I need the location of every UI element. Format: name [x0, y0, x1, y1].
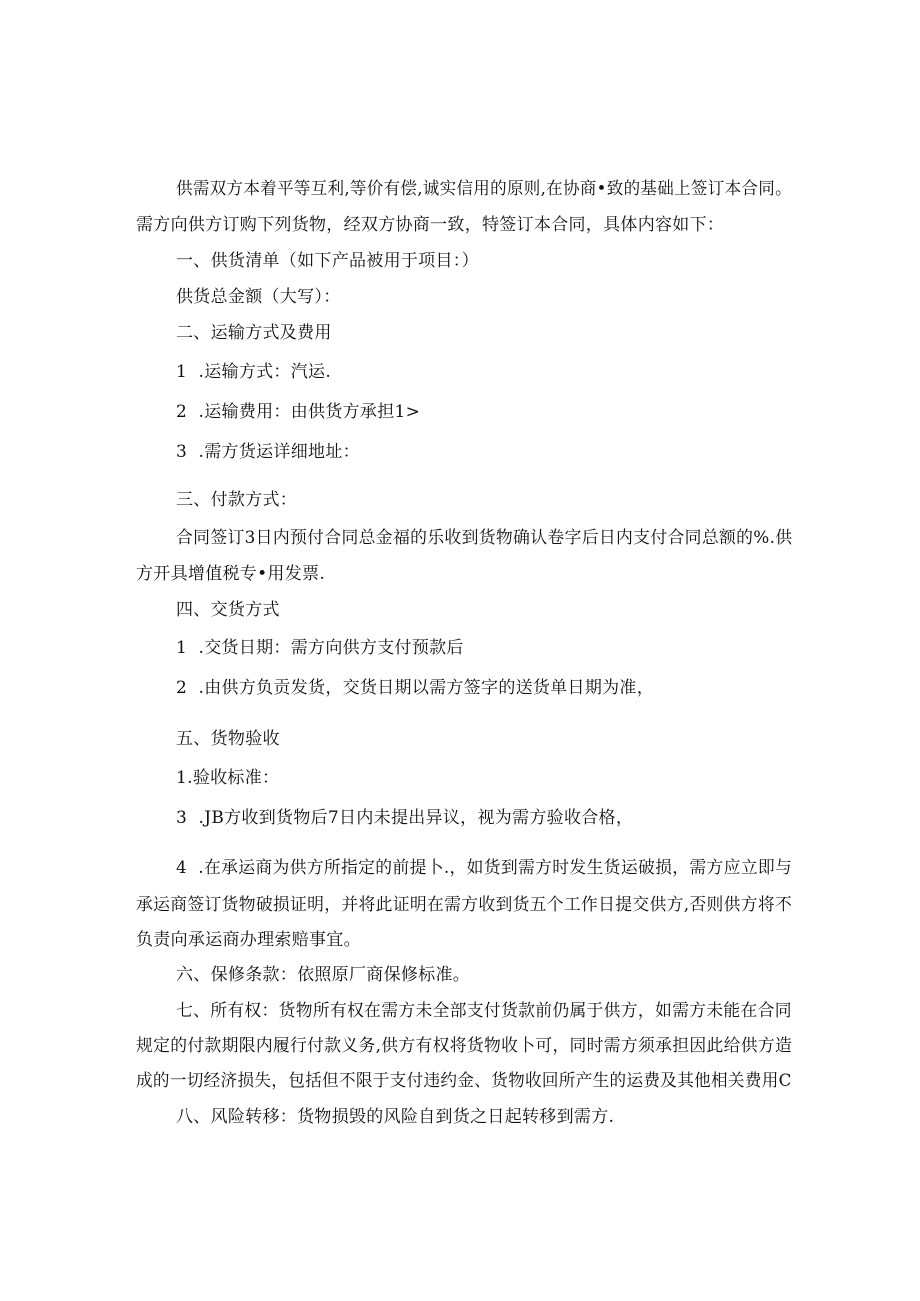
- section-2-heading: 二、运输方式及费用: [176, 323, 332, 343]
- intro-line-1: 供需双方本着平等互利,等价有偿,诚实信用的原则,在协商•致的基础上签订本合同。: [176, 179, 792, 199]
- acceptance-standard-item: 1.验收标准：: [176, 768, 280, 788]
- ownership-line-2: 规定的付款期限内履行付款义务,供方有权将货物收卜可，同时需方须承担因此给供方造: [136, 1036, 793, 1056]
- shipping-address-item: 3 .需方货运详细地址：: [176, 442, 360, 462]
- section-8-risk-transfer: 八、风险转移：货物损毁的风险自到货之日起转移到需方.: [176, 1107, 615, 1127]
- transport-cost-item: 2 .运输费用：由供货方承担1>: [176, 402, 421, 422]
- section-1-heading: 一、供货清单（如下产品被用于项目：）: [176, 251, 479, 271]
- delivery-date-item: 1 .交货日期：需方向供方支付预款后: [176, 638, 464, 658]
- damage-clause-line-3: 负责向承运商办理索赔事宜。: [136, 930, 361, 950]
- section-5-heading: 五、货物验收: [176, 729, 280, 749]
- section-3-heading: 三、付款方式：: [176, 490, 298, 510]
- total-amount-line: 供货总金额（大写）：: [176, 287, 341, 307]
- damage-clause-line-2: 承运商签订货物破损证明，并将此证明在需方收到货五个工作日提交供方,否则供方将不: [136, 895, 793, 915]
- acceptance-objection-item: 3 .JB方收到货物后7日内未提出异议，视为需方验收合格，: [176, 808, 634, 828]
- transport-method-item: 1 .运输方式：汽运.: [176, 362, 332, 382]
- section-4-heading: 四、交货方式: [176, 600, 280, 620]
- ownership-line-3: 成的一切经济损失，包括但不限于支付违约金、货物收回所产生的运费及其他相关费用C: [136, 1071, 792, 1091]
- payment-line-2: 方开具增值税专•用发票.: [136, 564, 326, 584]
- ownership-line-1: 七、所有权：货物所有权在需方未全部支付货款前仍属于供方，如需方未能在合同: [176, 1001, 792, 1021]
- damage-clause-line-1: 4 .在承运商为供方所指定的前提卜.，如货到需方时发生货运破损，需方应立即与: [176, 858, 793, 878]
- payment-line-1: 合同签订3日内预付合同总金福的乐收到货物确认卷字后日内支付合同总额的%.供: [176, 528, 793, 548]
- intro-line-2: 需方向供方订购下列货物，经双方协商一致，特签订本合同，具体内容如下：: [136, 215, 725, 235]
- delivery-responsibility-item: 2 .由供方负贡发货，交货日期以需方签字的送货单日期为准，: [176, 678, 655, 698]
- section-6-warranty: 六、保修条款：依照原厂商保修标准。: [176, 965, 471, 985]
